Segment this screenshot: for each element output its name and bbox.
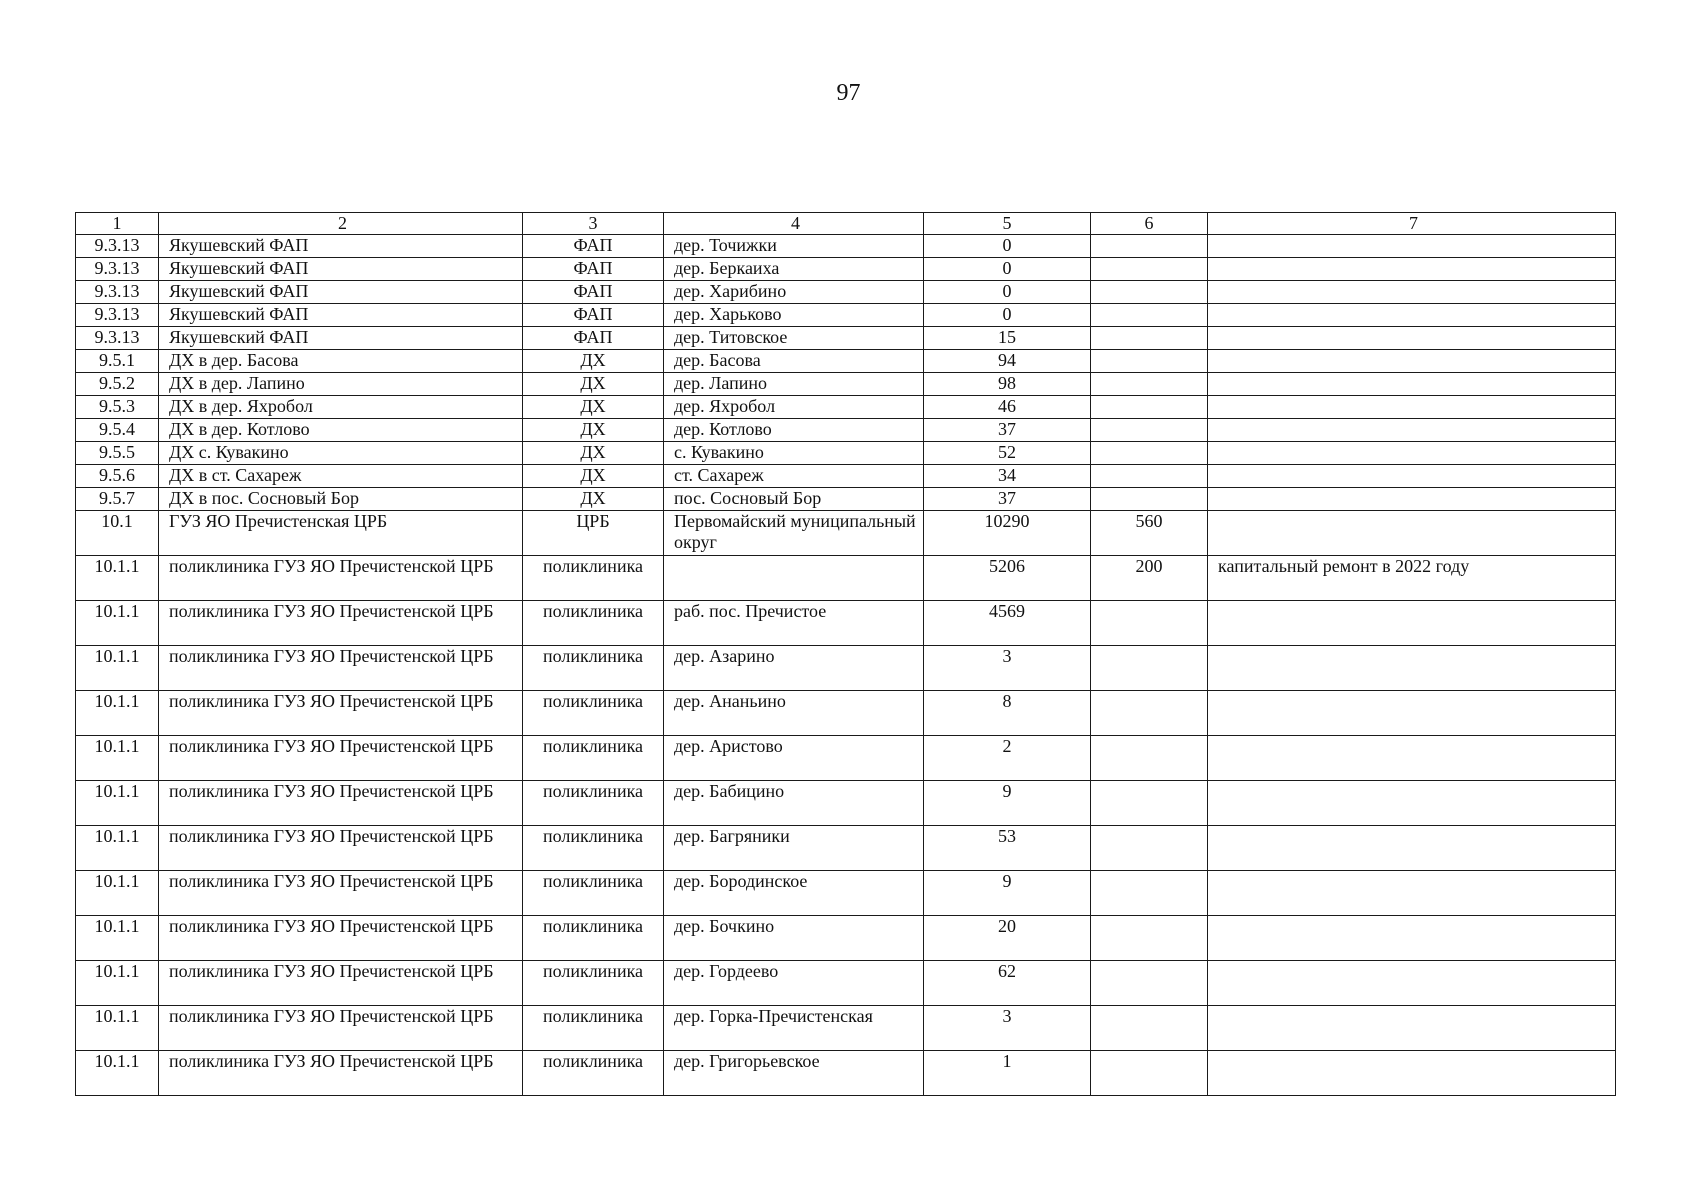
table-row [76,916,1616,961]
facility-type-cell: ДХ [523,465,664,488]
count-cell: 52 [924,442,1091,465]
facility-name-cell: Якушевский ФАП [159,327,523,350]
facility-type-cell: ДХ [523,419,664,442]
facility-type-cell: ФАП [523,258,664,281]
row-number-cell: 10.1.1 [76,1006,159,1051]
table-row [76,826,1616,871]
table-row [76,1051,1616,1096]
row-number-cell: 10.1.1 [76,781,159,826]
row-number-cell: 9.3.13 [76,327,159,350]
facility-type-cell: ФАП [523,304,664,327]
location-cell: дер. Точижки [664,235,924,258]
note-cell [1208,1006,1616,1051]
count-cell: 10290 [924,511,1091,556]
facility-name-cell: поликлиника ГУЗ ЯО Пречистенской ЦРБ [159,691,523,736]
note-cell [1208,601,1616,646]
note-cell [1208,916,1616,961]
location-cell: дер. Азарино [664,646,924,691]
row-number-cell: 9.5.6 [76,465,159,488]
column6-cell [1091,871,1208,916]
table-row [76,350,1616,373]
facility-name-cell: поликлиника ГУЗ ЯО Пречистенской ЦРБ [159,646,523,691]
location-cell: дер. Харьково [664,304,924,327]
facility-name-cell: поликлиника ГУЗ ЯО Пречистенской ЦРБ [159,1006,523,1051]
facility-type-cell: ФАП [523,281,664,304]
row-number-cell: 9.3.13 [76,304,159,327]
note-cell [1208,781,1616,826]
note-cell [1208,646,1616,691]
column6-cell [1091,419,1208,442]
facility-name-cell: ДХ в дер. Яхробол [159,396,523,419]
count-cell: 62 [924,961,1091,1006]
facility-name-cell: поликлиника ГУЗ ЯО Пречистенской ЦРБ [159,871,523,916]
column6-cell [1091,304,1208,327]
count-cell: 34 [924,465,1091,488]
facility-type-cell: поликлиника [523,736,664,781]
note-cell [1208,419,1616,442]
table-row [76,396,1616,419]
facility-name-cell: поликлиника ГУЗ ЯО Пречистенской ЦРБ [159,556,523,601]
header-cell: 5 [924,213,1091,235]
row-number-cell: 10.1 [76,511,159,556]
note-cell [1208,465,1616,488]
column6-cell [1091,916,1208,961]
facility-name-cell: ДХ в дер. Котлово [159,419,523,442]
row-number-cell: 10.1.1 [76,691,159,736]
table-row [76,419,1616,442]
table-row [76,691,1616,736]
count-cell: 37 [924,419,1091,442]
table-row [76,646,1616,691]
location-cell: дер. Титовское [664,327,924,350]
facility-type-cell: ФАП [523,327,664,350]
facility-name-cell: поликлиника ГУЗ ЯО Пречистенской ЦРБ [159,736,523,781]
location-cell: дер. Беркаиха [664,258,924,281]
count-cell: 0 [924,235,1091,258]
column6-cell: 200 [1091,556,1208,601]
facility-type-cell: поликлиника [523,961,664,1006]
location-cell: дер. Харибино [664,281,924,304]
note-cell [1208,1051,1616,1096]
note-cell [1208,488,1616,511]
count-cell: 3 [924,1006,1091,1051]
facility-name-cell: ДХ в дер. Басова [159,350,523,373]
column6-cell [1091,736,1208,781]
facility-type-cell: поликлиника [523,916,664,961]
location-cell: Первомайский муниципальный округ [664,511,924,556]
count-cell: 20 [924,916,1091,961]
row-number-cell: 10.1.1 [76,871,159,916]
note-cell [1208,871,1616,916]
header-cell: 4 [664,213,924,235]
count-cell: 94 [924,350,1091,373]
note-cell [1208,826,1616,871]
column6-cell [1091,258,1208,281]
location-cell: дер. Яхробол [664,396,924,419]
column6-cell [1091,281,1208,304]
row-number-cell: 10.1.1 [76,1051,159,1096]
table-row [76,511,1616,556]
location-cell: дер. Григорьевское [664,1051,924,1096]
facility-type-cell: поликлиника [523,646,664,691]
row-number-cell: 9.5.5 [76,442,159,465]
note-cell [1208,396,1616,419]
note-cell [1208,258,1616,281]
facility-type-cell: поликлиника [523,1051,664,1096]
location-cell: дер. Ананьино [664,691,924,736]
facility-name-cell: поликлиника ГУЗ ЯО Пречистенской ЦРБ [159,826,523,871]
row-number-cell: 10.1.1 [76,556,159,601]
table-header-row [76,213,1616,235]
count-cell: 15 [924,327,1091,350]
count-cell: 9 [924,871,1091,916]
count-cell: 8 [924,691,1091,736]
facility-type-cell: ФАП [523,235,664,258]
facility-name-cell: ДХ в дер. Лапино [159,373,523,396]
location-cell: дер. Лапино [664,373,924,396]
location-cell: пос. Сосновый Бор [664,488,924,511]
location-cell: дер. Бочкино [664,916,924,961]
location-cell: дер. Багряники [664,826,924,871]
facility-type-cell: поликлиника [523,691,664,736]
facility-name-cell: Якушевский ФАП [159,304,523,327]
note-cell [1208,350,1616,373]
facility-type-cell: ДХ [523,396,664,419]
column6-cell [1091,1051,1208,1096]
facility-name-cell: поликлиника ГУЗ ЯО Пречистенской ЦРБ [159,781,523,826]
note-cell [1208,511,1616,556]
facility-type-cell: ЦРБ [523,511,664,556]
location-cell: дер. Басова [664,350,924,373]
row-number-cell: 9.5.4 [76,419,159,442]
facility-name-cell: поликлиника ГУЗ ЯО Пречистенской ЦРБ [159,601,523,646]
row-number-cell: 9.5.2 [76,373,159,396]
row-number-cell: 10.1.1 [76,826,159,871]
table-row [76,1006,1616,1051]
column6-cell [1091,826,1208,871]
table-row [76,258,1616,281]
facility-type-cell: поликлиника [523,1006,664,1051]
facility-name-cell: поликлиника ГУЗ ЯО Пречистенской ЦРБ [159,961,523,1006]
row-number-cell: 9.5.7 [76,488,159,511]
column6-cell [1091,691,1208,736]
count-cell: 4569 [924,601,1091,646]
note-cell [1208,736,1616,781]
header-cell: 2 [159,213,523,235]
facility-type-cell: ДХ [523,350,664,373]
column6-cell [1091,396,1208,419]
note-cell [1208,691,1616,736]
facility-type-cell: ДХ [523,442,664,465]
facility-type-cell: ДХ [523,373,664,396]
table-row [76,465,1616,488]
header-cell: 1 [76,213,159,235]
column6-cell [1091,601,1208,646]
table-row [76,304,1616,327]
row-number-cell: 10.1.1 [76,916,159,961]
note-cell [1208,373,1616,396]
facility-name-cell: ДХ в пос. Сосновый Бор [159,488,523,511]
count-cell: 98 [924,373,1091,396]
table-body [76,213,1616,1096]
note-cell [1208,961,1616,1006]
row-number-cell: 9.3.13 [76,258,159,281]
note-cell [1208,235,1616,258]
column6-cell [1091,235,1208,258]
count-cell: 5206 [924,556,1091,601]
table-row [76,601,1616,646]
note-cell [1208,442,1616,465]
count-cell: 0 [924,258,1091,281]
note-cell [1208,281,1616,304]
facility-type-cell: поликлиника [523,781,664,826]
table-row [76,488,1616,511]
location-cell: раб. пос. Пречистое [664,601,924,646]
count-cell: 0 [924,304,1091,327]
location-cell: дер. Котлово [664,419,924,442]
facility-type-cell: поликлиника [523,601,664,646]
row-number-cell: 9.5.3 [76,396,159,419]
table-row [76,442,1616,465]
facility-name-cell: поликлиника ГУЗ ЯО Пречистенской ЦРБ [159,916,523,961]
location-cell: с. Кувакино [664,442,924,465]
table-row [76,281,1616,304]
header-cell: 7 [1208,213,1616,235]
location-cell: дер. Бабицино [664,781,924,826]
facility-type-cell: поликлиника [523,556,664,601]
header-cell: 3 [523,213,664,235]
row-number-cell: 9.3.13 [76,281,159,304]
facility-name-cell: Якушевский ФАП [159,281,523,304]
count-cell: 1 [924,1051,1091,1096]
row-number-cell: 10.1.1 [76,736,159,781]
row-number-cell: 9.3.13 [76,235,159,258]
column6-cell [1091,373,1208,396]
table-row [76,781,1616,826]
location-cell [664,556,924,601]
row-number-cell: 9.5.1 [76,350,159,373]
row-number-cell: 10.1.1 [76,961,159,1006]
table-row [76,556,1616,601]
count-cell: 37 [924,488,1091,511]
count-cell: 46 [924,396,1091,419]
facility-name-cell: Якушевский ФАП [159,235,523,258]
facility-name-cell: Якушевский ФАП [159,258,523,281]
table-row [76,736,1616,781]
page-number: 97 [836,80,861,106]
location-cell: дер. Горка-Пречистенская [664,1006,924,1051]
location-cell: дер. Гордеево [664,961,924,1006]
facility-type-cell: поликлиника [523,871,664,916]
header-cell: 6 [1091,213,1208,235]
note-cell: капитальный ремонт в 2022 году [1208,556,1616,601]
table-row [76,235,1616,258]
facility-name-cell: ДХ с. Кувакино [159,442,523,465]
column6-cell [1091,961,1208,1006]
facility-name-cell: поликлиника ГУЗ ЯО Пречистенской ЦРБ [159,1051,523,1096]
table-row [76,871,1616,916]
note-cell [1208,304,1616,327]
facility-type-cell: ДХ [523,488,664,511]
table-row [76,373,1616,396]
count-cell: 53 [924,826,1091,871]
count-cell: 9 [924,781,1091,826]
column6-cell [1091,1006,1208,1051]
table-row [76,961,1616,1006]
column6-cell [1091,350,1208,373]
location-cell: дер. Аристово [664,736,924,781]
column6-cell [1091,442,1208,465]
column6-cell [1091,488,1208,511]
facility-name-cell: ДХ в ст. Сахареж [159,465,523,488]
count-cell: 0 [924,281,1091,304]
column6-cell [1091,646,1208,691]
table-row [76,327,1616,350]
column6-cell [1091,465,1208,488]
location-cell: дер. Бородинское [664,871,924,916]
column6-cell: 560 [1091,511,1208,556]
column6-cell [1091,327,1208,350]
row-number-cell: 10.1.1 [76,601,159,646]
location-cell: ст. Сахареж [664,465,924,488]
row-number-cell: 10.1.1 [76,646,159,691]
count-cell: 2 [924,736,1091,781]
facility-type-cell: поликлиника [523,826,664,871]
column6-cell [1091,781,1208,826]
data-table [75,212,1616,1096]
count-cell: 3 [924,646,1091,691]
note-cell [1208,327,1616,350]
facility-name-cell: ГУЗ ЯО Пречистенская ЦРБ [159,511,523,556]
